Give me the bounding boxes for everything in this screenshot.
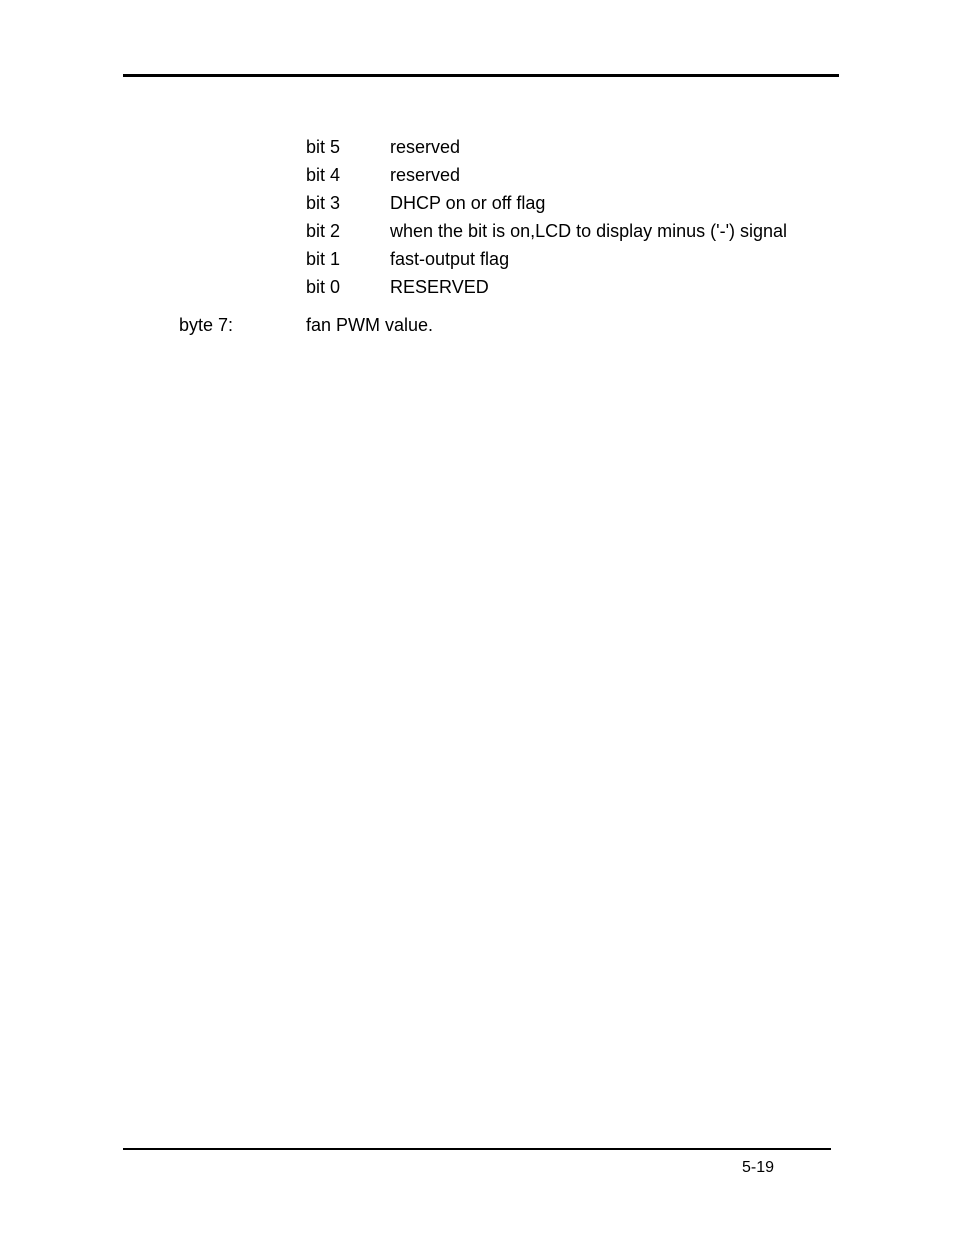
- bit-row: [306, 247, 787, 275]
- byte7-definition: [179, 313, 433, 337]
- bit-row: [306, 135, 787, 163]
- bit-label: bit 1: [306, 249, 341, 269]
- bit-description: reserved: [390, 165, 461, 185]
- bit-description: when the bit is on,LCD to display minus ('-') signal: [390, 221, 788, 241]
- bit-row: [306, 191, 787, 219]
- bit-label: bit 4: [306, 165, 341, 185]
- page-number: 5-19: [742, 1159, 775, 1176]
- bit-label: bit 0: [306, 277, 341, 297]
- bit-description: DHCP on or off flag: [390, 193, 546, 213]
- bit-label: bit 5: [306, 137, 341, 157]
- bit-definition-list: [306, 135, 787, 303]
- bit-row: [306, 275, 787, 303]
- bit-label: bit 2: [306, 221, 341, 241]
- header-rule: [123, 74, 839, 77]
- bit-row: [306, 163, 787, 191]
- bit-row: [306, 219, 787, 247]
- bit-description: RESERVED: [390, 277, 489, 297]
- bit-description: reserved: [390, 137, 461, 157]
- footer-rule: [123, 1148, 831, 1150]
- byte-description: fan PWM value.: [306, 315, 434, 335]
- bit-description: fast-output flag: [390, 249, 510, 269]
- byte-label: byte 7:: [179, 315, 234, 335]
- bit-label: bit 3: [306, 193, 341, 213]
